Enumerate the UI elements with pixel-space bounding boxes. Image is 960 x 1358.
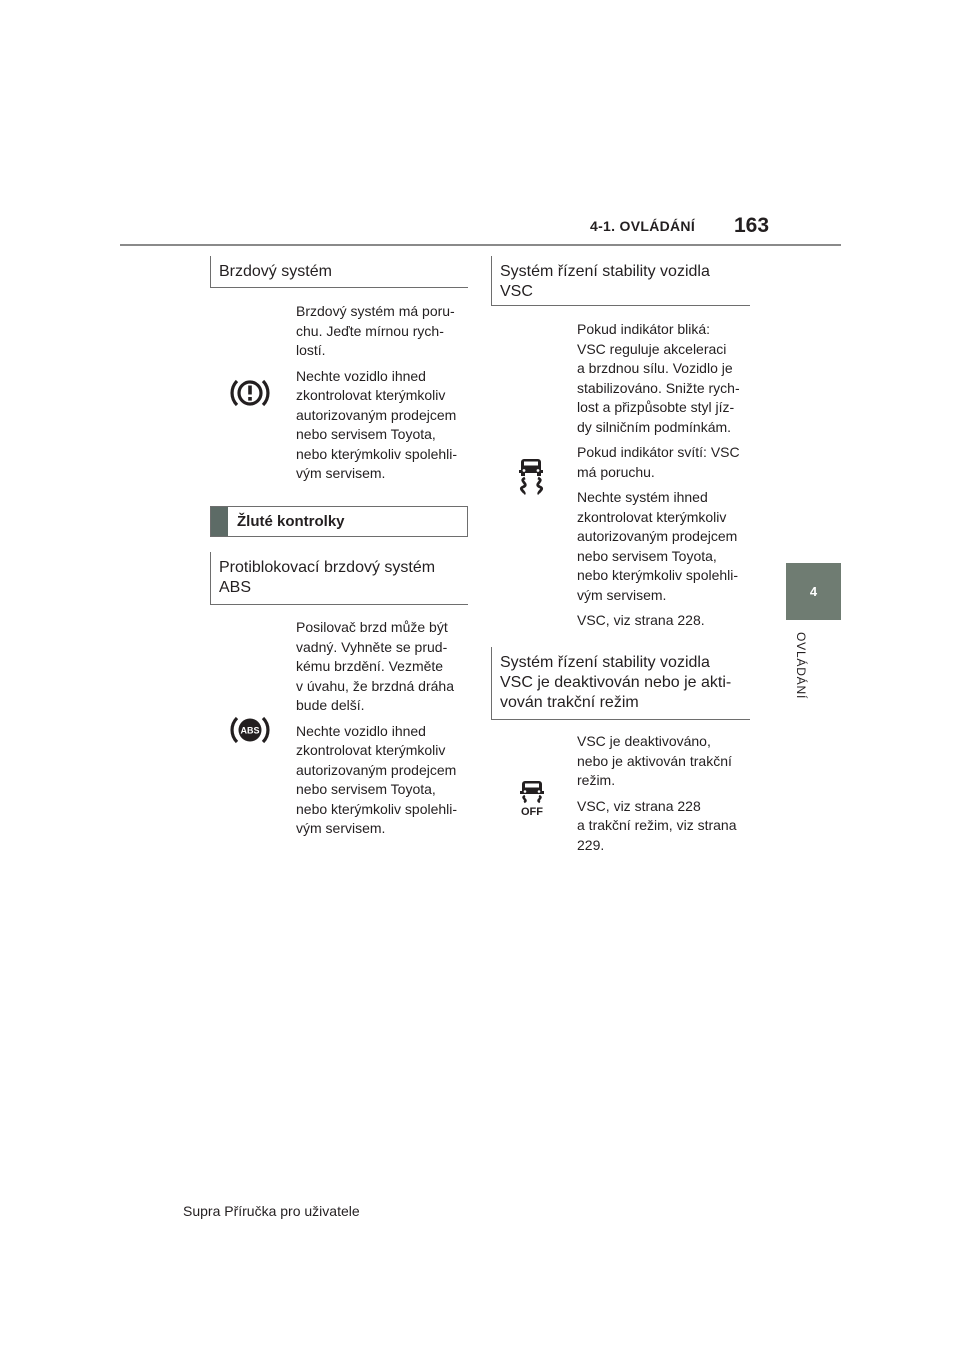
brake-para-2: Nechte vozidlo ihned zkontrolovat kterýmkoliv autorizovaným prodejcem nebo servisem Toyota, nebo kterýmkoliv spolehli- vým servisem. bbox=[296, 367, 458, 481]
chapter-tab bbox=[786, 563, 841, 620]
header-rule bbox=[120, 244, 841, 246]
abs-heading: Protiblokovací brzdový systém ABS bbox=[210, 552, 468, 605]
vsc-off-description bbox=[577, 732, 755, 861]
vsc-off-para-1: VSC je deaktivováno, nebo je aktivován trakční režim. bbox=[577, 733, 732, 788]
brake-para-1: Brzdový systém má poru- chu. Jeďte mírnou rych- lostí. bbox=[296, 303, 455, 358]
vsc-para-4: VSC, viz strana 228. bbox=[577, 612, 705, 628]
page-number: 163 bbox=[734, 214, 770, 237]
abs-warning-icon bbox=[230, 714, 270, 746]
yellow-lights-heading bbox=[210, 506, 468, 537]
vsc-heading: Systém řízení stability vozidla VSC bbox=[491, 256, 750, 306]
vsc-para-3: Nechte systém ihned zkontrolovat kterýmkoliv autorizovaným prodejcem nebo servisem Toyota, nebo kterýmkoliv spolehli- vým servisem. bbox=[577, 489, 739, 603]
vsc-description bbox=[577, 320, 755, 637]
brake-description bbox=[296, 302, 471, 490]
vsc-para-1: Pokud indikátor bliká: VSC reguluje akceleraci a brzdnou sílu. Vozidlo je stabilizováno. Snižte rych- lost a přizpůsobte styl jíz- dy silničním podmínkám. bbox=[577, 321, 740, 435]
chapter-number: 4 bbox=[809, 584, 818, 599]
brake-heading bbox=[210, 256, 468, 288]
abs-para-1: Posilovač brzd může být vadný. Vyhněte se prud- kému brzdění. Vezměte v úvahu, že brzdná dráha bude delší. bbox=[296, 619, 454, 713]
heading-marker bbox=[211, 507, 228, 536]
abs-icon-text: ABS bbox=[240, 725, 260, 736]
vsc-off-icon bbox=[516, 778, 548, 818]
vsc-off-para-2: VSC, viz strana 228 a trakční režim, viz strana 229. bbox=[577, 797, 737, 853]
vsc-icon bbox=[513, 456, 549, 496]
section-title: 4-1. OVLÁDÁNÍ bbox=[590, 218, 696, 234]
chapter-label: OVLÁDÁNÍ bbox=[794, 632, 808, 700]
abs-description bbox=[296, 618, 471, 845]
abs-para-2: Nechte vozidlo ihned zkontrolovat kterýmkoliv autorizovaným prodejcem nebo servisem Toyota, nebo kterýmkoliv spolehli- vým servisem. bbox=[296, 722, 458, 836]
brake-heading-text: Brzdový systém bbox=[219, 263, 332, 280]
vsc-off-heading: Systém řízení stability vozidla VSC je deaktivován nebo je akti- vován trakční režim bbox=[491, 647, 750, 720]
yellow-lights-heading-text: Žluté kontrolky bbox=[237, 513, 345, 530]
vsc-para-2: Pokud indikátor svítí: VSC má poruchu. bbox=[577, 444, 740, 480]
brake-warning-icon bbox=[230, 377, 270, 409]
footer-text: Supra Příručka pro uživatele bbox=[183, 1203, 360, 1219]
off-icon-text: OFF bbox=[521, 806, 543, 818]
